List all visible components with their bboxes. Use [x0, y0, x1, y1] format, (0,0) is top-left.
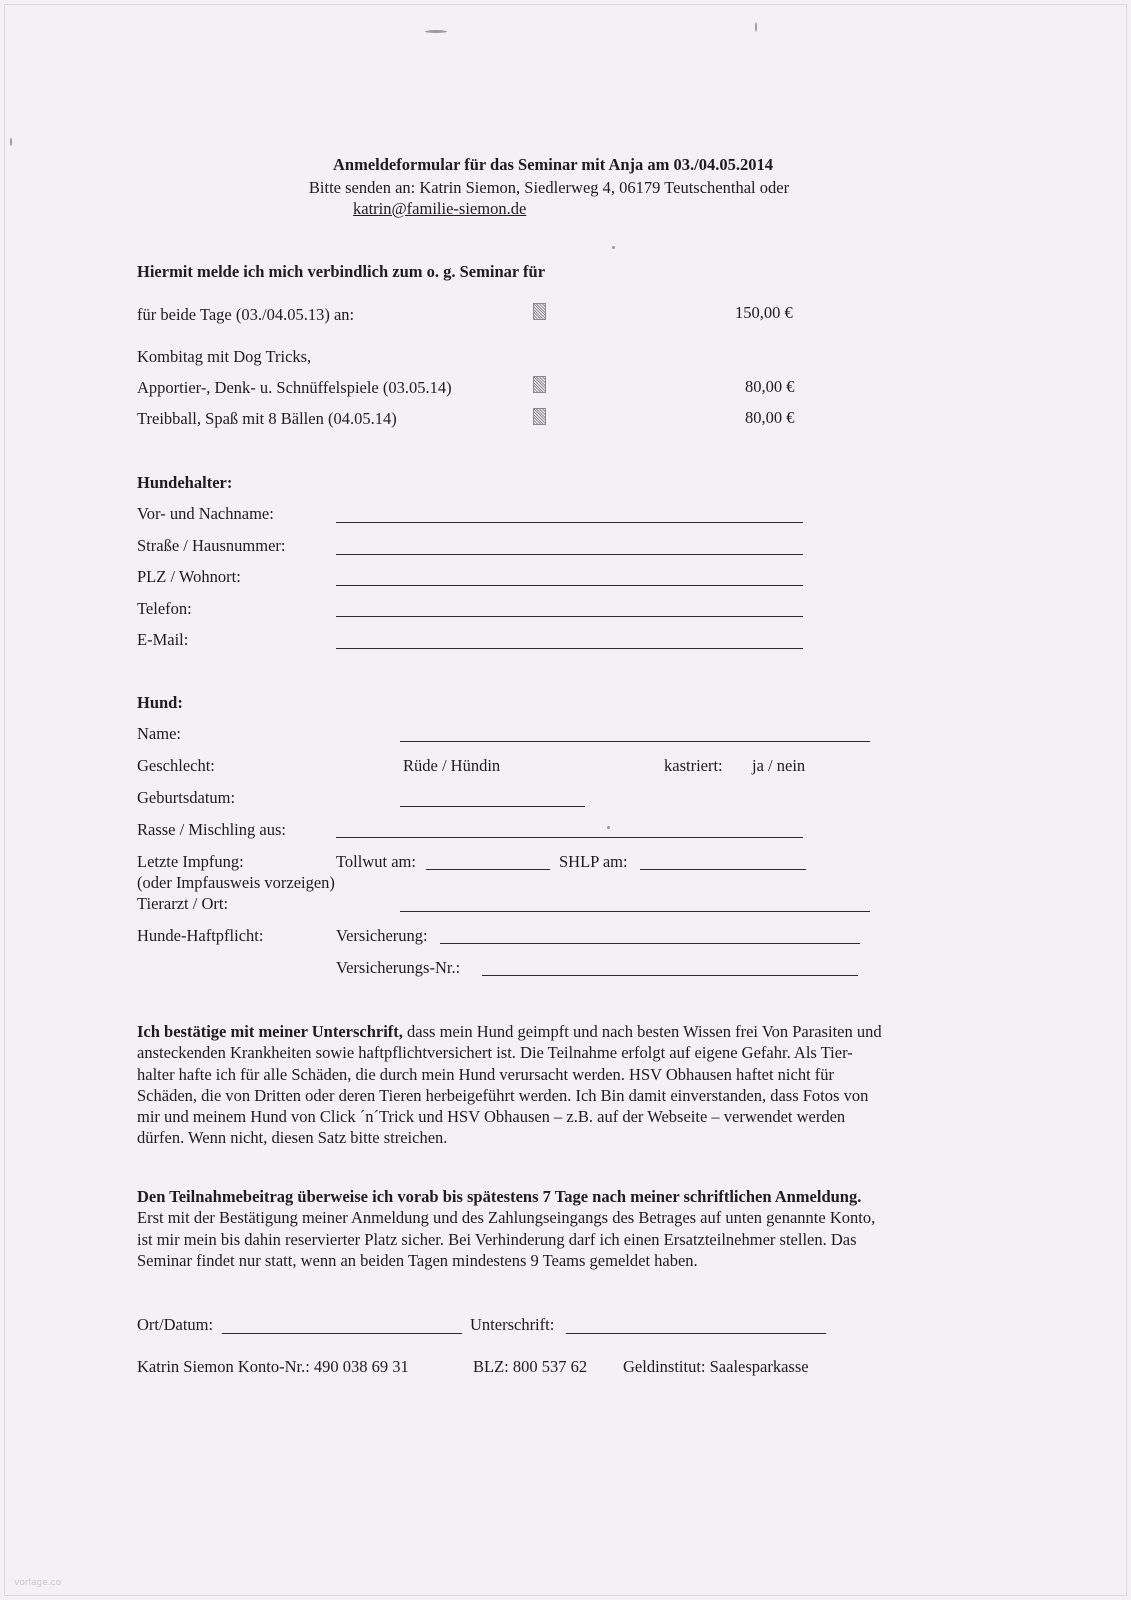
owner-city-label: PLZ / Wohnort:: [137, 567, 241, 586]
owner-heading: Hundehalter:: [137, 473, 233, 492]
owner-phone-field[interactable]: [336, 616, 803, 617]
day2-checkbox[interactable]: [533, 408, 546, 425]
dog-vet-label: Tierarzt / Ort:: [137, 894, 229, 913]
dog-breed-label: Rasse / Mischling aus:: [137, 820, 286, 839]
consent-line: dürfen. Wenn nicht, diesen Satz bitte streichen.: [137, 1128, 448, 1148]
dog-shlp-label: SHLP am:: [559, 852, 628, 871]
owner-email-field[interactable]: [336, 648, 803, 649]
dog-heading: Hund:: [137, 693, 183, 712]
payment-paragraph: [137, 1186, 977, 1271]
day1-checkbox[interactable]: [533, 376, 546, 393]
dog-liability-label: Hunde-Haftpflicht:: [137, 926, 264, 945]
dog-insurance-field[interactable]: [440, 943, 860, 944]
dog-insurance-no-field[interactable]: [482, 975, 858, 976]
consent-bold-start: Ich bestätige mit meiner Unterschrift,: [137, 1022, 403, 1041]
bank-institute: Geldinstitut: Saalesparkasse: [623, 1357, 809, 1376]
owner-street-label: Straße / Hausnummer:: [137, 536, 286, 555]
dog-vacc-note: (oder Impfausweis vorzeigen): [137, 873, 335, 892]
bank-account: Katrin Siemon Konto-Nr.: 490 038 69 31: [137, 1357, 409, 1376]
owner-phone-label: Telefon:: [137, 599, 192, 618]
dog-shlp-field[interactable]: [640, 869, 806, 870]
dog-sex-options[interactable]: Rüde / Hündin: [403, 756, 501, 775]
scan-speck: [425, 30, 447, 33]
bank-blz: BLZ: 800 537 62: [473, 1357, 588, 1376]
payment-bold-line: Den Teilnahmebeitrag überweise ich vorab bis spätestens 7 Tage nach meiner schriftlichen Anmeldung.: [137, 1187, 862, 1206]
form-title: Anmeldeformular für das Seminar mit Anja am 03./04.05.2014: [333, 155, 773, 174]
dog-vet-field[interactable]: [400, 911, 870, 912]
registration-heading: Hiermit melde ich mich verbindlich zum o. g. Seminar für: [137, 262, 546, 281]
signature-field[interactable]: [566, 1333, 826, 1334]
dog-vacc-label: Letzte Impfung:: [137, 852, 244, 871]
owner-name-label: Vor- und Nachname:: [137, 504, 274, 523]
both-days-label: für beide Tage (03./04.05.13) an:: [137, 305, 355, 324]
payment-line: ist mir mein bis dahin reservierter Platz sicher. Bei Verhinderung darf ich einen Ersatzteilnehmer stellen. Das: [137, 1229, 857, 1249]
dog-birth-label: Geburtsdatum:: [137, 788, 236, 807]
dog-rabies-label: Tollwut am:: [336, 852, 416, 871]
owner-name-field[interactable]: [336, 522, 803, 523]
dog-birth-field[interactable]: [400, 806, 585, 807]
dog-breed-field[interactable]: [336, 837, 803, 838]
watermark: vorlage.co: [14, 1578, 62, 1588]
scan-speck: [607, 826, 610, 829]
payment-line: Erst mit der Bestätigung meiner Anmeldung und des Zahlungseingangs des Betrages auf unten genannte Konto,: [137, 1208, 876, 1228]
contact-email[interactable]: katrin@familie-siemon.de: [353, 199, 527, 218]
scan-speck: [10, 138, 12, 146]
day1-price: 80,00 €: [745, 377, 795, 396]
day1-label: Apportier-, Denk- u. Schnüffelspiele (03.05.14): [137, 378, 452, 397]
dog-rabies-field[interactable]: [426, 869, 550, 870]
both-days-price: 150,00 €: [735, 303, 793, 322]
owner-city-field[interactable]: [336, 585, 803, 586]
place-date-field[interactable]: [222, 1333, 462, 1334]
dog-sex-label: Geschlecht:: [137, 756, 215, 775]
dog-insurance-no-label: Versicherungs-Nr.:: [336, 958, 461, 977]
payment-line: Seminar findet nur statt, wenn an beiden Tagen mindestens 9 Teams gemeldet haben.: [137, 1250, 698, 1270]
dog-insurance-label: Versicherung:: [336, 926, 428, 945]
both-days-checkbox[interactable]: [533, 303, 546, 320]
kombitag-label: Kombitag mit Dog Tricks,: [137, 347, 312, 366]
signature-label: Unterschrift:: [470, 1315, 555, 1334]
dog-neutered-label: kastriert:: [664, 756, 723, 775]
day2-price: 80,00 €: [745, 408, 795, 427]
consent-line: Schäden, die von Dritten oder deren Tieren herbeigeführt werden. Ich Bin damit einverstanden, dass Fotos von: [137, 1085, 869, 1105]
consent-line: halter hafte ich für alle Schäden, die durch mein Hund verursacht werden. HSV Obhausen haftet nicht für: [137, 1064, 835, 1084]
owner-email-label: E-Mail:: [137, 630, 189, 649]
consent-line: mir und meinem Hund von Click ´n´Trick und HSV Obhausen – z.B. auf der Webseite – verwendet werden: [137, 1107, 846, 1127]
dog-name-field[interactable]: [400, 741, 870, 742]
consent-line: ansteckenden Krankheiten sowie haftpflichtversichert ist. Die Teilnahme erfolgt auf eigene Gefahr. Als Tier-: [137, 1043, 853, 1063]
dog-name-label: Name:: [137, 724, 181, 743]
consent-paragraph: [137, 1021, 977, 1149]
consent-line-rest: dass mein Hund geimpft und nach besten Wissen frei Von Parasiten und: [402, 1022, 882, 1041]
day2-label: Treibball, Spaß mit 8 Bällen (04.05.14): [137, 409, 397, 428]
send-to-address: Bitte senden an: Katrin Siemon, Siedlerweg 4, 06179 Teutschenthal oder: [308, 178, 790, 197]
scan-speck: [612, 246, 615, 249]
place-date-label: Ort/Datum:: [137, 1315, 214, 1334]
dog-neutered-options[interactable]: ja / nein: [752, 756, 806, 775]
consent-line: [137, 1021, 977, 1042]
scan-speck: [755, 22, 757, 32]
owner-street-field[interactable]: [336, 554, 803, 555]
